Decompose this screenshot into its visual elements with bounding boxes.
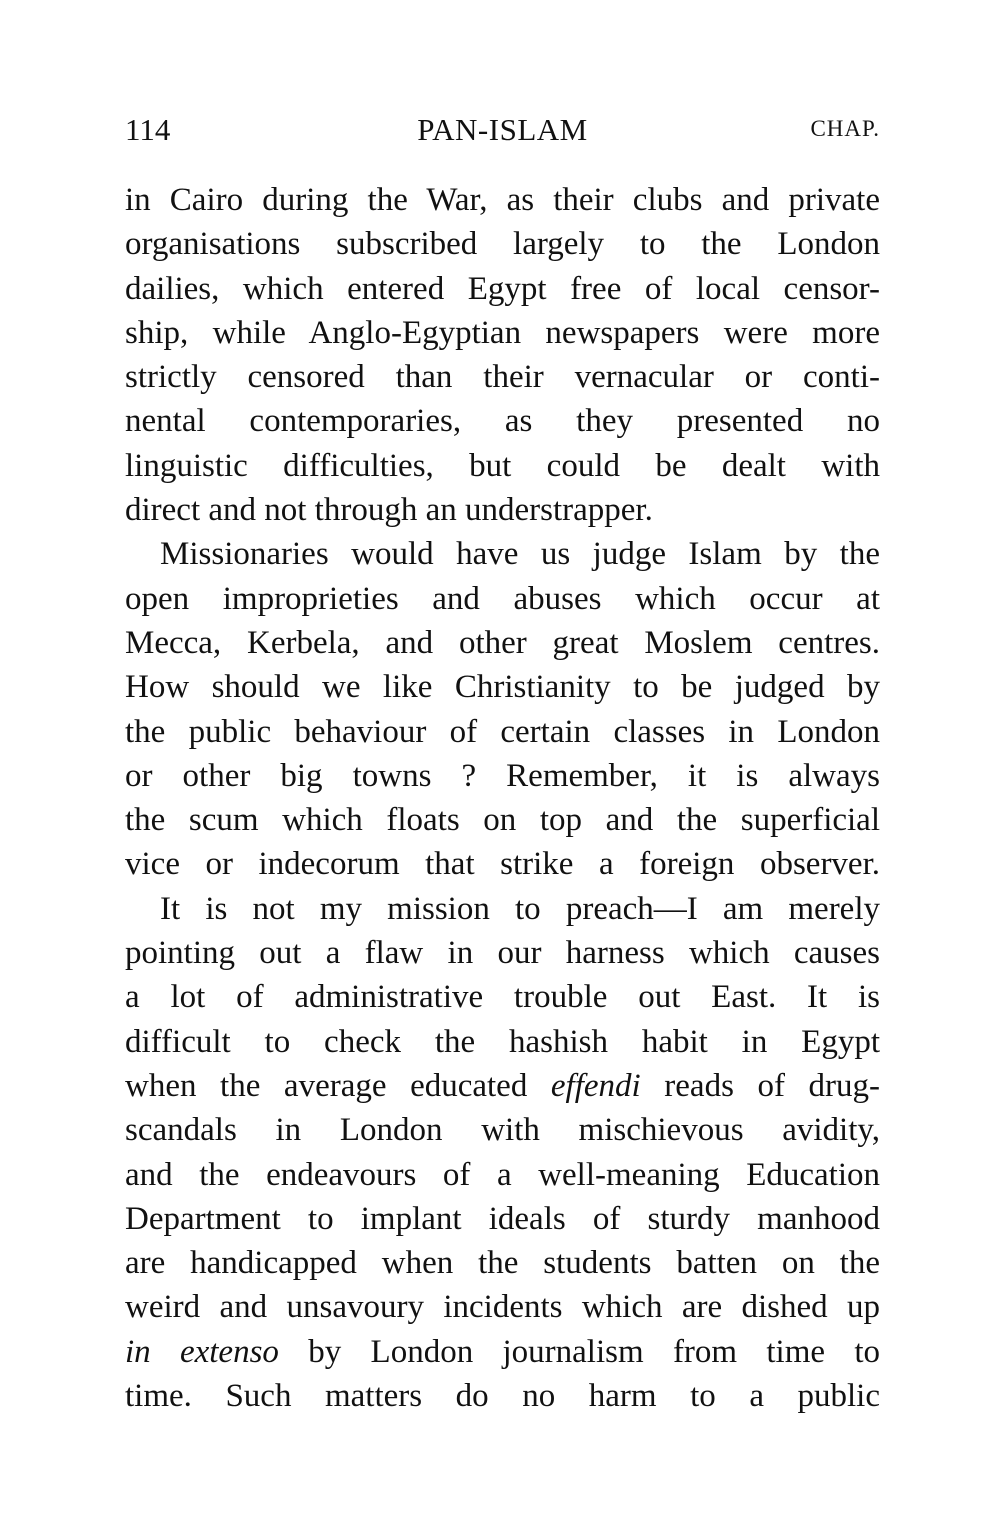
text-line: How should we like Christianity to be judged by — [125, 669, 880, 706]
paragraph — [125, 887, 880, 1419]
text-line: dailies, which entered Egypt free of local censor- — [125, 270, 880, 307]
text-segment: by London journalism from time to — [308, 1333, 881, 1370]
italic-term: effendi — [550, 1067, 641, 1104]
text-line: open improprieties and abuses which occur at — [125, 580, 880, 617]
text-line — [125, 1330, 880, 1374]
text-line: vice or indecorum that strike a foreign observer. — [125, 846, 880, 883]
text-line: and the endeavours of a well-meaning Education — [125, 1156, 880, 1193]
text-line: Missionaries would have us judge Islam by the — [160, 536, 880, 573]
page-body — [125, 178, 880, 1418]
text-segment: when the average educated — [125, 1067, 528, 1104]
italic-term: in extenso — [125, 1333, 279, 1370]
text-line: time. Such matters do no harm to a public — [125, 1378, 880, 1415]
text-line: organisations subscribed largely to the London — [125, 226, 880, 263]
text-line: pointing out a flaw in our harness which causes — [125, 935, 880, 972]
text-line: ship, while Anglo-Egyptian newspapers were more — [125, 314, 880, 351]
text-line — [125, 1064, 880, 1108]
running-title: PAN-ISLAM — [417, 112, 588, 147]
text-line: strictly censored than their vernacular or conti- — [125, 359, 880, 396]
running-header — [125, 112, 880, 156]
text-segment: reads of drug- — [640, 1067, 881, 1104]
chapter-label: CHAP. — [810, 116, 880, 141]
text-line: linguistic difficulties, but could be dealt with — [125, 447, 880, 484]
text-line: scandals in London with mischievous avidity, — [125, 1112, 880, 1149]
text-line: weird and unsavoury incidents which are dished up — [125, 1289, 880, 1326]
text-line: direct and not through an understrapper. — [125, 492, 653, 529]
text-line: the scum which floats on top and the superficial — [125, 802, 880, 839]
text-line: Mecca, Kerbela, and other great Moslem centres. — [125, 624, 880, 661]
text-line: It is not my mission to preach—I am merely — [160, 890, 880, 927]
text-line: the public behaviour of certain classes in London — [125, 713, 880, 750]
text-line: difficult to check the hashish habit in Egypt — [125, 1023, 880, 1060]
text-line: in Cairo during the War, as their clubs and private — [125, 182, 880, 218]
paragraph — [125, 532, 880, 886]
text-line: a lot of administrative trouble out East. It is — [125, 979, 880, 1016]
text-line: Department to implant ideals of sturdy manhood — [125, 1200, 880, 1237]
text-line: nental contemporaries, as they presented no — [125, 403, 880, 440]
page-number: 114 — [125, 112, 171, 147]
paragraph — [125, 178, 880, 532]
text-line: are handicapped when the students batten on the — [125, 1245, 880, 1282]
text-line: or other big towns ? Remember, it is always — [125, 757, 880, 794]
